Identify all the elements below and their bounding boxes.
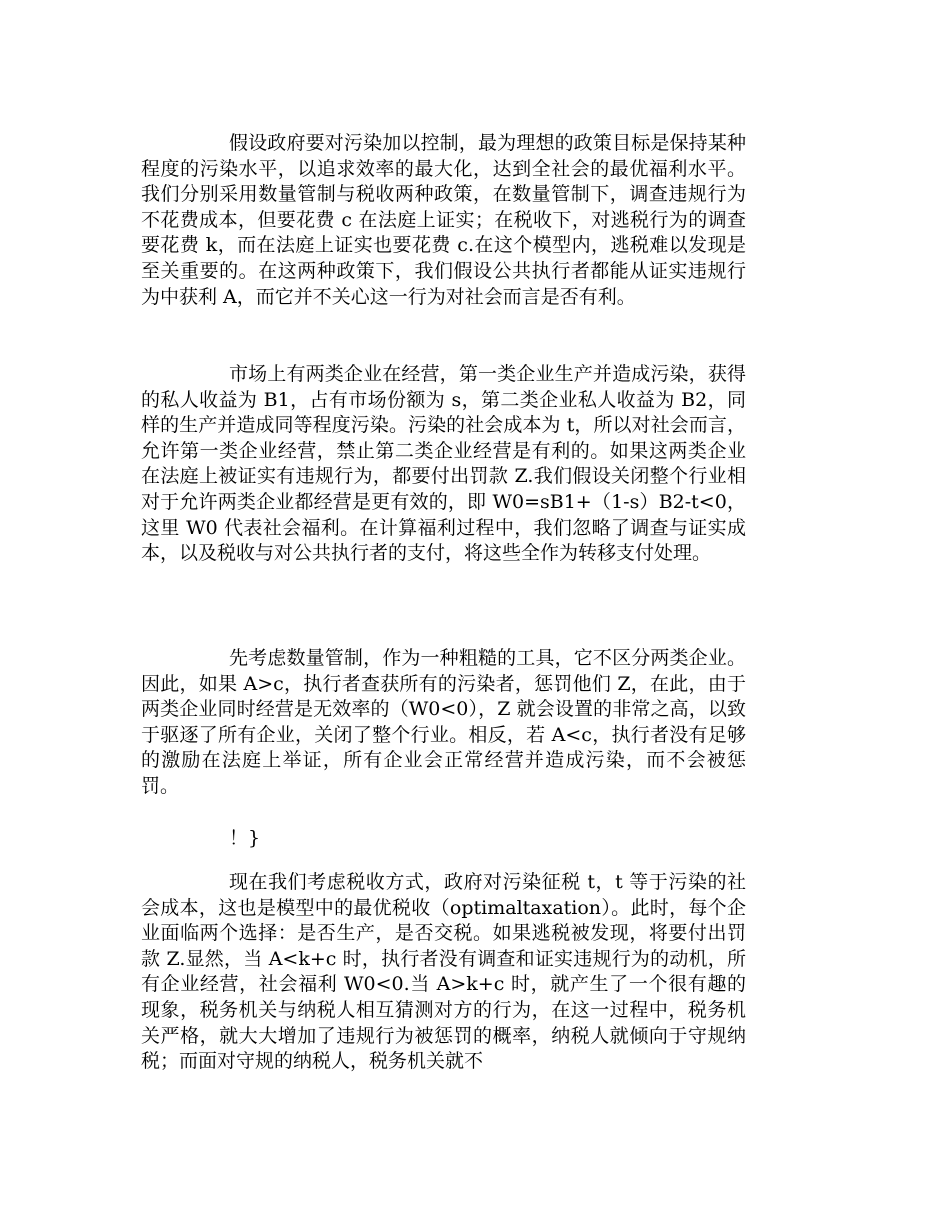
paragraph-text: 现在我们考虑税收方式，政府对污染征税 t，t 等于污染的社会成本，这也是模型中的最优税收（optimaltaxation）。此时，每个企业面临两个选择：是否生产，是否交税。如果逃税被发现，将要付出罚款 Z.显然，当 A<k+c 时，执行者没有调查和证实违规行为的动机，所有企业经营，社会福利 W0<0.当 A>k+c 时，就产生了一个很有趣的现象，税务机关与纳税人相互猜测对方的行为，在这一过程中，税务机关严格，就大大增加了违规行为被惩罚的概率，纳税人就倾向于守规纳税；而面对守规的纳税人，税务机关就不 <box>141 871 746 1073</box>
paragraph-1 <box>141 131 746 310</box>
paragraph-text: 先考虑数量管制，作为一种粗糙的工具，它不区分两类企业。因此，如果 A>c，执行者查获所有的污染者，惩罚他们 Z，在此，由于两类企业同时经营是无效率的（W0<0），Z 就会设置的非常之高，以致于驱逐了所有企业，关闭了整个行业。相反，若 A<c，执行者没有足够的激励在法庭上举证，所有企业会正常经营并造成污染，而不会被惩罚。 <box>141 647 746 797</box>
paragraph-5 <box>141 870 746 1075</box>
paragraph-text: ！} <box>229 827 261 849</box>
paragraph-text: 假设政府要对污染加以控制，最为理想的政策目标是保持某种程度的污染水平，以追求效率的最大化，达到全社会的最优福利水平。我们分别采用数量管制与税收两种政策，在数量管制下，调查违规行为不花费成本，但要花费 c 在法庭上证实；在税收下，对逃税行为的调查要花费 k，而在法庭上证实也要花费 c.在这个模型内，逃税难以发现是至关重要的。在这两种政策下，我们假设公共执行者都能从证实违规行为中获利 A，而它并不关心这一行为对社会而言是否有利。 <box>141 132 746 308</box>
paragraph-4 <box>141 826 746 852</box>
paragraph-2 <box>141 362 746 567</box>
paragraph-text: 市场上有两类企业在经营，第一类企业生产并造成污染，获得的私人收益为 B1，占有市场份额为 s，第二类企业私人收益为 B2，同样的生产并造成同等程度污染。污染的社会成本为 t，所以对社会而言，允许第一类企业经营，禁止第二类企业经营是有利的。如果这两类企业在法庭上被证实有违规行为，都要付出罚款 Z.我们假设关闭整个行业相对于允许两类企业都经营是更有效的，即 W0=sB1+（1-s）B2-t<0，这里 W0 代表社会福利。在计算福利过程中，我们忽略了调查与证实成本，以及税收与对公共执行者的支付，将这些全作为转移支付处理。 <box>141 363 746 565</box>
paragraph-3 <box>141 646 746 800</box>
